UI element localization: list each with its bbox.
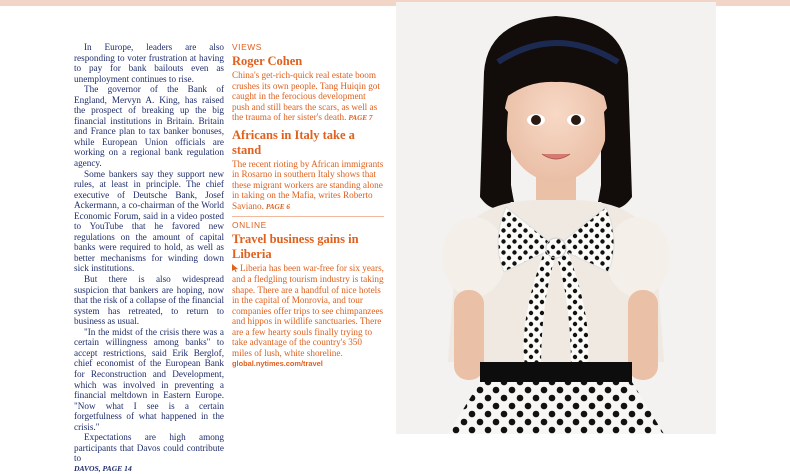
story-summary-text: Liberia has been war-free for six years, and a fledgling tourism industry is taking shape. There are a handful of nice hotels in the capital of Monrovia, and tour companies offer trips to see chimpanzees and hippos in wildlife sanctuaries. There are a few hearty souls finally trying to take advantage of the country's 350 miles of lush, white shoreline. [232,263,384,358]
story-summary [232,159,384,213]
section-divider [232,216,384,217]
page-reference: PAGE 7 [348,114,373,123]
article-paragraph: In Europe, leaders are also responding to voter frustration at having to pay for bank bailouts even as unemployment continues to rise. [74,42,224,84]
story-summary [232,70,384,124]
story-summary [232,263,384,369]
story-summary-text: The recent rioting by African immigrants in Rosarno in southern Italy shows that these migrant workers are standing alone in taking on the Mafia, writes Roberto Saviano. [232,158,384,211]
story-headline[interactable]: Roger Cohen [232,54,303,68]
highlights-column [232,42,384,370]
article-paragraph: The governor of the Bank of England, Mervyn A. King, has raised the prospect of breaking up the big financial institutions in Britain. Britain and France plan to tax banker bonuses, while European Union officials are working on a regional bank regulation agency. [74,84,224,169]
child-portrait-photo [396,2,716,434]
article-paragraph: "In the midst of the crisis there was a certain willingness among banks" to accept restrictions, said Erik Berglof, chief economist of the European Bank for Reconstruction and Development, which was involved in preventing a financial meltdown in Eastern Europe. "Now what I see is a certain forgetfulness of what happened in the crisis." [74,326,224,432]
cursor-arrow-icon [232,264,238,272]
story-headline[interactable]: Travel business gains in Liberia [232,232,359,262]
newspaper-clipping [60,40,388,473]
portrait-illustration [396,2,716,434]
views-section-label: VIEWS [232,42,262,52]
page-reference: PAGE 6 [265,202,290,211]
online-section-label: ONLINE [232,220,267,231]
story-headline[interactable]: Africans in Italy take a stand [232,127,355,157]
story-summary-text: China's get-rich-quick real estate boom crushes its own people. Tang Huiqin got caught in the ferocious development push and still bears the scars, as well as the trauma of her sister's death. [232,70,380,123]
article-column [74,42,224,474]
article-paragraph: But there is also widespread suspicion that bankers are hoping, now that the risk of a collapse of the financial system has retreated, to return to business as usual. [74,274,225,327]
article-paragraph: Some bankers say they support new rules, at least in principle. The chief executive of Deutsche Bank, Josef Ackermann, a co-chairman of the World Economic Forum, said in a video posted to YouTube that he favored new regulations on the amount of capital banks were required to hold, as well as better mechanisms for winding down sick institutions. [74,168,224,274]
continuation-reference: DAVOS, PAGE 14 [74,463,132,473]
article-paragraph: Expectations are high among participants that Davos could contribute to [74,432,224,464]
travel-link[interactable]: global.nytimes.com/travel [232,359,323,369]
